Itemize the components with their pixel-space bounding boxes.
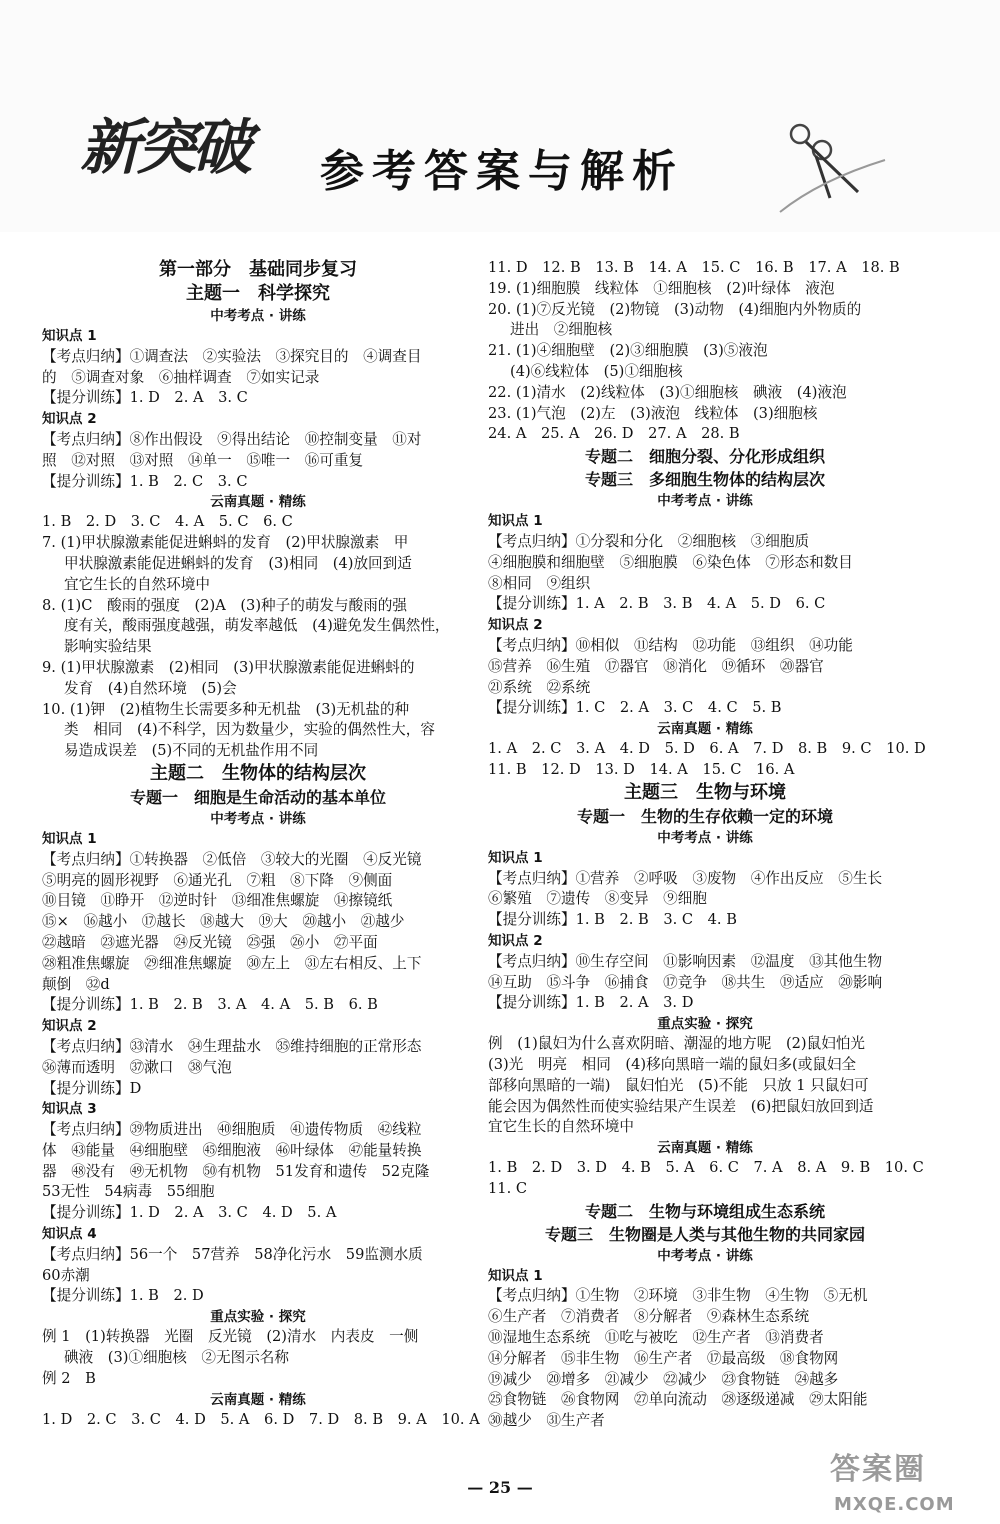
knowledge-point-label: 知识点 1 [42,830,97,847]
answer-line: 影响实验结果 [64,638,152,656]
section-heading: 云南真题 · 精练 [657,1140,753,1157]
answer-line: ⑥生产者 ⑦消费者 ⑧分解者 ⑨森林生态系统 [488,1308,810,1326]
answer-line: (3)光 明亮 相同 (4)移向黑暗一端的鼠妇多(或鼠妇全 [488,1055,857,1073]
answer-line: 19. (1)细胞膜 线粒体 ①细胞核 (2)叶绿体 液泡 [488,279,835,297]
section-heading: 中考考点 · 讲练 [657,493,753,510]
answer-line: 【考点归纳】①转换器 ②低倍 ③较大的光圈 ④反光镜 [42,850,422,868]
answer-line: 【考点归纳】①营养 ②呼吸 ③废物 ④作出反应 ⑤生长 [488,869,883,887]
answer-line: 20. (1)⑦反光镜 (2)物镜 (3)动物 (4)细胞内外物质的 [488,300,862,318]
header-banner [0,0,1000,232]
answer-line: 1. B 2. D 3. C 4. A 5. C 6. C [42,513,293,531]
answer-line: 7. (1)甲状腺激素能促进蝌蚪的发育 (2)甲状腺激素 甲 [42,534,409,552]
answer-line: ㉕食物链 ㉖食物网 ㉗单向流动 ㉘逐级递减 ㉙太阳能 [488,1391,868,1409]
knowledge-point-label: 知识点 1 [488,513,543,530]
answer-line: 宜它生长的自然环境中 [488,1118,634,1136]
answer-line: ⑭分解者 ⑮非生物 ⑯生产者 ⑰最高级 ⑱食物网 [488,1349,839,1367]
answer-line: 【提分训练】1. D 2. A 3. C [42,389,248,407]
answer-line: 【考点归纳】⑧作出假设 ⑨得出结论 ⑩控制变量 ⑪对 [42,430,422,448]
section-heading: 主题二 生物体的结构层次 [150,762,366,784]
answer-line: (4)⑥线粒体 (5)①细胞核 [510,362,683,380]
answer-line: 能会因为偶然性而使实验结果产生误差 (6)把鼠妇放回到适 [488,1097,874,1115]
answer-line: 24. A 25. A 26. D 27. A 28. B [488,425,740,443]
answer-line: 【考点归纳】⑩生存空间 ⑪影响因素 ⑫温度 ⑬其他生物 [488,952,883,970]
section-heading: 主题三 生物与环境 [624,781,786,803]
answer-line: 度有关，酸雨强度越强，萌发率越低 (4)避免发生偶然性， [64,617,450,635]
answer-line: 【提分训练】1. C 2. A 3. C 4. C 5. B [488,699,782,717]
answers-right-column [488,258,926,1432]
scissors-icon [760,120,890,220]
answer-line: 【考点归纳】①调查法 ②实验法 ③探究目的 ④调查目 [42,347,422,365]
answers-left-column [42,258,480,1430]
answer-line: 的 ⑤调查对象 ⑥抽样调查 ⑦如实记录 [42,368,320,386]
answer-line: 11. D 12. B 13. B 14. A 15. C 16. B 17. A 18. B [488,259,900,276]
answer-line: 类 相同 (4)不科学，因为数量少，实验的偶然性大，容 [64,721,435,739]
answer-line: ㊱薄而透明 ㊲漱口 ㊳气泡 [42,1058,232,1076]
answer-line: 11. B 12. D 13. D 14. A 15. C 16. A [488,760,795,778]
answer-line: 10. (1)钾 (2)植物生长需要多种无机盐 (3)无机盐的种 [42,700,410,718]
section-heading: 专题二 生物与环境组成生态系统 [584,1201,825,1221]
answer-line: 23. (1)气泡 (2)左 (3)液泡 线粒体 (3)细胞核 [488,404,818,422]
answer-line: 【考点归纳】①分裂和分化 ②细胞核 ③细胞质 [488,532,810,550]
page-number: — 25 — [467,1478,533,1497]
answer-line: 【提分训练】1. D 2. A 3. C 4. D 5. A [42,1204,337,1222]
answer-line: 进出 ②细胞核 [510,321,613,339]
section-heading: 专题三 生物圈是人类与其他生物的共同家园 [544,1224,865,1244]
answer-line: 【考点归纳】⑩相似 ⑪结构 ⑫功能 ⑬组织 ⑭功能 [488,636,853,654]
section-heading: 中考考点 · 讲练 [657,1247,753,1264]
answer-line: ⑩湿地生态系统 ⑪吃与被吃 ⑫生产者 ⑬消费者 [488,1329,824,1347]
answer-line: 【提分训练】1. B 2. A 3. D [488,994,694,1012]
answer-line: 照 ⑫对照 ⑬对照 ⑭单一 ⑮唯一 ⑯可重复 [42,451,364,469]
answer-line: 器 ㊽没有 ㊾无机物 ㊿有机物 51发育和遗传 52克隆 [42,1162,430,1180]
knowledge-point-label: 知识点 3 [42,1101,97,1118]
answer-line: 例 2 B [42,1369,96,1387]
answer-line: 例 1 (1)转换器 光圈 反光镜 (2)清水 内表皮 一侧 [42,1328,419,1346]
answer-line: 8. (1)C 酸雨的强度 (2)A (3)种子的萌发与酸雨的强 [42,596,407,614]
knowledge-point-label: 知识点 4 [42,1226,97,1243]
answer-line: 60赤潮 [42,1266,90,1284]
answer-line: ⑧相同 ⑨组织 [488,574,591,592]
knowledge-point-label: 知识点 2 [42,1018,97,1035]
section-heading: 中考考点 · 讲练 [210,810,306,827]
knowledge-point-label: 知识点 2 [42,411,97,428]
answer-line: 【提分训练】1. B 2. C 3. C [42,472,248,490]
answer-line: 1. B 2. D 3. D 4. B 5. A 6. C 7. A 8. A 9. B 10. C [488,1159,924,1177]
section-heading: 中考考点 · 讲练 [210,308,306,324]
answer-line: 【考点归纳】㊴物质进出 ㊵细胞质 ㊶遗传物质 ㊷线粒 [42,1121,422,1139]
section-heading: 中考考点 · 讲练 [657,829,753,846]
answer-line: 发育 (4)自然环境 (5)会 [64,679,237,697]
knowledge-point-label: 知识点 2 [488,932,543,949]
answer-line: ⑤明亮的圆形视野 ⑥通光孔 ⑦粗 ⑧下降 ⑨侧面 [42,871,393,889]
section-heading: 专题三 多细胞生物体的结构层次 [584,470,825,490]
answer-line: ㉘粗准焦螺旋 ㉙细准焦螺旋 ㉚左上 ㉛左右相反、上下 [42,954,422,972]
section-heading: 云南真题 · 精练 [210,494,306,511]
answer-line: 【考点归纳】①生物 ②环境 ③非生物 ④生物 ⑤无机 [488,1287,868,1305]
answer-line: 【提分训练】1. B 2. B 3. C 4. B [488,911,737,929]
answer-line: 22. (1)清水 (2)线粒体 (3)①细胞核 碘液 (4)液泡 [488,383,847,401]
answer-line: 【提分训练】1. B 2. D [42,1287,204,1305]
answer-line: ㉑系统 ㉒系统 [488,678,591,696]
answer-line: ⑩目镜 ⑪睁开 ⑫逆时针 ⑬细准焦螺旋 ⑭擦镜纸 [42,892,393,910]
answer-line: 碘液 (3)①细胞核 ②无图示名称 [64,1349,289,1367]
answer-line: 1. A 2. C 3. A 4. D 5. D 6. A 7. D 8. B 9. C 10. D [488,740,926,758]
answer-line: 部移向黑暗的一端) 鼠妇怕光 (5)不能 只放 1 只鼠妇可 [488,1076,869,1094]
answer-line: ⑥繁殖 ⑦遗传 ⑧变异 ⑨细胞 [488,890,707,908]
answer-line: 颠倒 ㉜d [42,975,110,993]
answer-line: 体 ㊸能量 ㊹细胞壁 ㊺细胞液 ㊻叶绿体 ㊼能量转换 [42,1141,422,1159]
answer-line: 53无性 54病毒 55细胞 [42,1183,215,1201]
section-heading: 重点实验 · 探究 [210,1309,306,1326]
knowledge-point-label: 知识点 1 [42,328,97,344]
answer-line: 11. C [488,1179,528,1197]
answer-line: 【提分训练】1. A 2. B 3. B 4. A 5. D 6. C [488,595,826,613]
answer-line: ㉒越暗 ㉓遮光器 ㉔反光镜 ㉕强 ㉖小 ㉗平面 [42,933,378,951]
answer-line: 易造成误差 (5)不同的无机盐作用不同 [64,742,319,760]
answer-line: 【提分训练】D [42,1079,142,1097]
watermark-logo: 答案圈 MXQE.COM [830,1452,955,1515]
section-heading: 重点实验 · 探究 [657,1016,753,1033]
section-heading: 主题一 科学探究 [186,283,330,304]
answer-line: 1. D 2. C 3. C 4. D 5. A 6. D 7. D 8. B 9. A 10. A [42,1410,480,1428]
answer-line: ⑭互助 ⑮斗争 ⑯捕食 ⑰竞争 ⑱共生 ⑲适应 ⑳影响 [488,973,883,991]
answer-line: 21. (1)④细胞壁 (2)③细胞膜 (3)⑤液泡 [488,342,768,360]
section-heading: 云南真题 · 精练 [657,721,753,738]
knowledge-point-label: 知识点 1 [488,849,543,866]
answer-line: 例 (1)鼠妇为什么喜欢阴暗、潮湿的地方呢 (2)鼠妇怕光 [488,1035,866,1053]
section-heading: 专题二 细胞分裂、分化形成组织 [584,447,825,467]
knowledge-point-label: 知识点 2 [488,617,543,634]
answer-line: 【考点归纳】56一个 57营养 58净化污水 59监测水质 [42,1245,423,1263]
brand-logo: 新突破 [80,113,248,183]
section-heading: 专题一 细胞是生命活动的基本单位 [129,787,386,807]
section-heading: 云南真题 · 精练 [210,1391,306,1408]
answer-line: ⑲减少 ⑳增多 ㉑减少 ㉒减少 ㉓食物链 ㉔越多 [488,1370,839,1388]
answer-line: 9. (1)甲状腺激素 (2)相同 (3)甲状腺激素能促进蝌蚪的 [42,658,415,676]
section-heading: 专题一 生物的生存依赖一定的环境 [576,806,833,826]
answer-line: 甲状腺激素能促进蝌蚪的发育 (3)相同 (4)放回到适 [64,554,412,572]
answer-line: ⑮营养 ⑯生殖 ⑰器官 ⑱消化 ⑲循环 ⑳器官 [488,657,824,675]
answer-line: 【提分训练】1. B 2. B 3. A 4. A 5. B 6. B [42,996,378,1014]
answer-line: 【考点归纳】㉝清水 ㉞生理盐水 ㉟维持细胞的正常形态 [42,1037,422,1055]
knowledge-point-label: 知识点 1 [488,1267,543,1284]
answer-line: ⑮× ⑯越小 ⑰越长 ⑱越大 ⑲大 ⑳越小 ㉑越少 [42,913,405,931]
answer-line: ④细胞膜和细胞壁 ⑤细胞膜 ⑥染色体 ⑦形态和数目 [488,553,853,571]
section-heading: 第一部分 基础同步复习 [159,259,357,280]
answer-line: 宜它生长的自然环境中 [64,575,210,593]
answer-line: ㉚越少 ㉛生产者 [488,1412,605,1430]
page-title: 参考答案与解析 [320,146,684,197]
